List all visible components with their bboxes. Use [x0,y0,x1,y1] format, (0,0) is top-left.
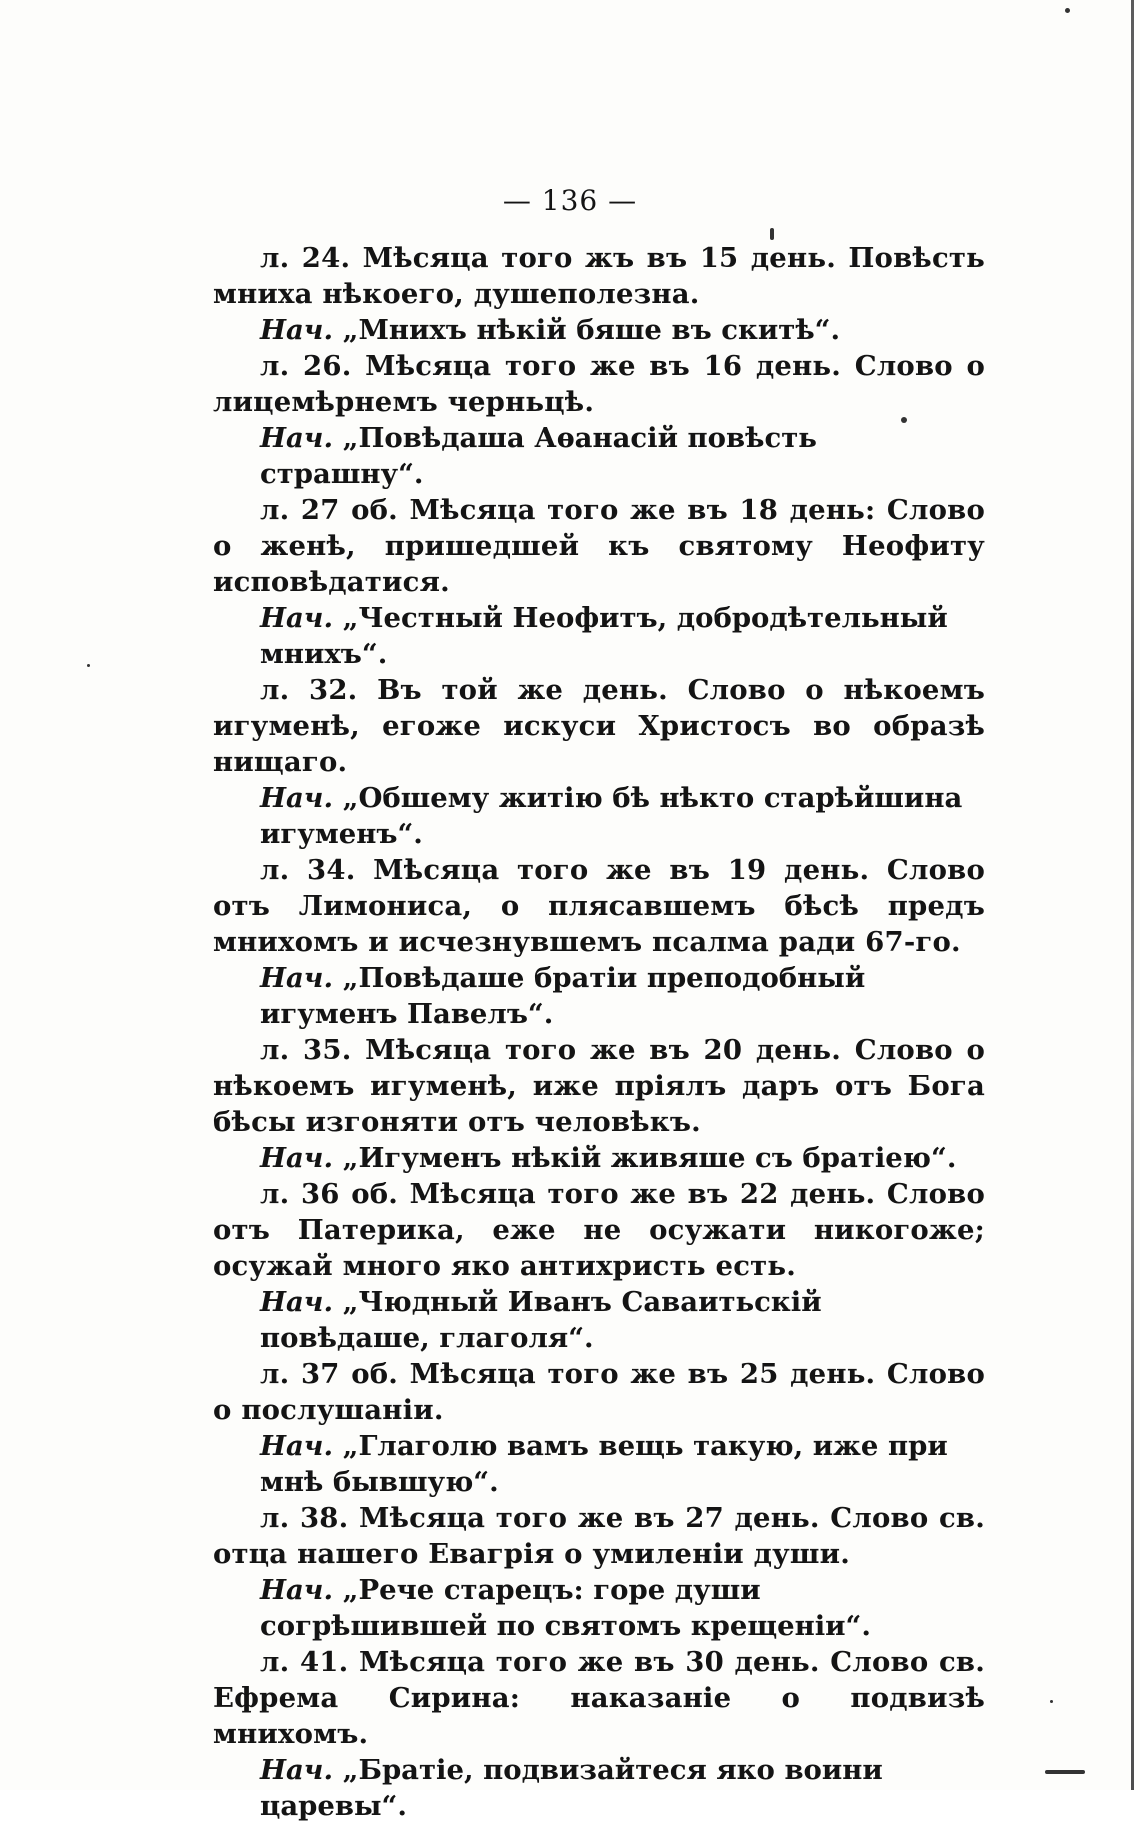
incipit-text: „Глаголю вамъ вещь такую, иже при мнѣ бывшую“. [260,1430,948,1498]
incipit-label: Нач. [260,782,334,814]
incipit-label: Нач. [260,1754,334,1786]
entry-text: л. 24. Мѣсяца того жъ въ 15 день. Повѣсть мниха нѣкоего, душеполезна. [213,242,985,310]
incipit-text: „Чюдный Иванъ Саваитьскій повѣдаше, глаголя“. [260,1286,822,1354]
scan-speck [1045,1770,1085,1774]
entry-text: л. 32. Въ той же день. Слово о нѣкоемъ игуменѣ, егоже искуси Христосъ во образѣ нищаго. [213,674,985,778]
entry-incipit [213,780,985,852]
incipit-label: Нач. [260,602,334,634]
scan-edge-shadow [1131,0,1134,1790]
entry-text: л. 37 об. Мѣсяца того же въ 25 день. Слово о послушаніи. [213,1358,985,1426]
incipit-label: Нач. [260,422,334,454]
incipit-label: Нач. [260,1430,334,1462]
entry-text: л. 35. Мѣсяца того же въ 20 день. Слово о нѣкоемъ игуменѣ, иже пріялъ даръ отъ Бога бѣсы изгоняти отъ человѣкъ. [213,1034,985,1138]
entry-text: л. 41. Мѣсяца того же въ 30 день. Слово св. Ефрема Сирина: наказаніе о подвизѣ мнихомъ. [213,1646,985,1750]
scan-speck [770,228,774,240]
entry-text: л. 38. Мѣсяца того же въ 27 день. Слово св. отца нашего Евагрія о умиленіи души. [213,1502,985,1570]
scan-speck [901,417,907,423]
incipit-text: „Игуменъ нѣкій живяше съ братіею“. [342,1142,957,1174]
entry-incipit [213,960,985,1032]
entry-text: л. 26. Мѣсяца того же въ 16 день. Слово о лицемѣрнемъ черньцѣ. [213,350,985,418]
incipit-text: „Обшему житію бѣ нѣкто старѣйшина игуменъ“. [260,782,963,850]
entry-incipit [213,1140,985,1176]
entry-incipit [213,1572,985,1644]
incipit-label: Нач. [260,1142,334,1174]
incipit-label: Нач. [260,1286,334,1318]
incipit-label: Нач. [260,1574,334,1606]
entry-incipit [213,1752,985,1824]
entry-incipit [213,312,985,348]
entry-incipit [213,420,985,492]
incipit-label: Нач. [260,962,334,994]
entry-text: л. 36 об. Мѣсяца того же въ 22 день. Слово отъ Патерика, еже не осужати никогоже; осужай много яко антихристь есть. [213,1178,985,1282]
scan-speck [87,664,90,667]
incipit-text: „Рече старецъ: горе души согрѣшившей по святомъ крещеніи“. [260,1574,871,1642]
scan-speck [1050,1700,1053,1703]
incipit-text: „Мнихъ нѣкій бяше въ скитѣ“. [342,314,841,346]
entry-text: л. 34. Мѣсяца того же въ 19 день. Слово отъ Лимониса, о плясавшемъ бѣсѣ предъ мнихомъ и исчезнувшемъ псалма ради 67-го. [213,854,985,958]
incipit-text: „Братіе, подвизайтеся яко воини царевы“. [260,1754,883,1822]
incipit-label: Нач. [260,314,334,346]
entry-incipit [213,1428,985,1500]
incipit-text: „Повѣдаше братіи преподобный игуменъ Павелъ“. [260,962,866,1030]
page-number: — 136 — [502,184,638,217]
scan-speck [1065,8,1070,13]
incipit-text: „Честный Неофитъ, добродѣтельный мнихъ“. [260,602,948,670]
entry-incipit [213,600,985,672]
entry-text: л. 27 об. Мѣсяца того же въ 18 день: Слово о женѣ, пришедшей къ святому Неофиту исповѣдатися. [213,494,985,598]
entry-incipit [213,1284,985,1356]
incipit-text: „Повѣдаша Аѳанасій повѣсть страшну“. [260,422,817,490]
catalog-entries [213,240,985,1824]
